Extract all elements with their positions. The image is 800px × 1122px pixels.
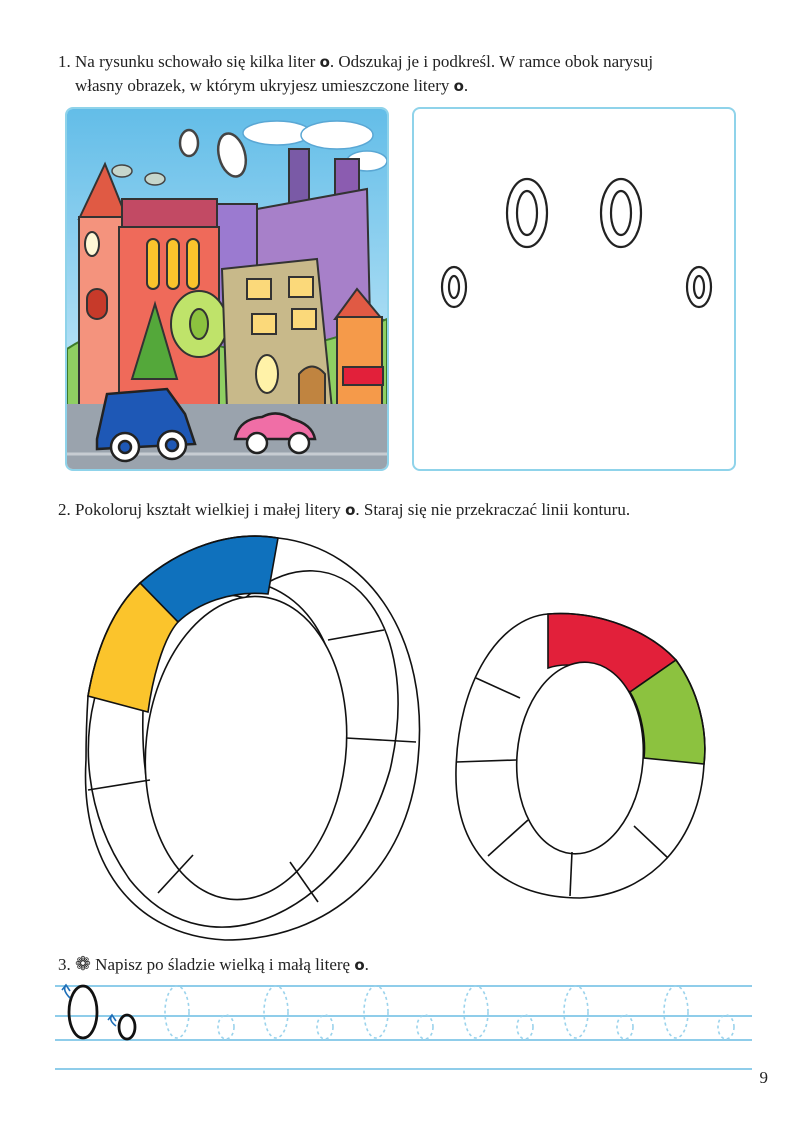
task-1-number: 1. — [58, 52, 71, 71]
task-2-text-a: Pokoloruj kształt wielkiej i małej litery — [75, 500, 341, 519]
task-1-text-b: . Odszukaj je i podkreśl. W ramce obok narysuj — [329, 52, 654, 71]
yellow-segment — [88, 583, 178, 712]
task-3-number: 3. — [58, 955, 71, 974]
task-3-text-a: Napisz po śladzie wielką i małą literę — [95, 955, 351, 974]
task-1-instruction — [58, 50, 653, 98]
task-1-letter-a: o — [319, 53, 330, 71]
apartment-building — [222, 259, 332, 409]
blue-segment — [140, 536, 278, 622]
task-2-letter: o — [345, 501, 356, 519]
task-2-text-b: . Staraj się nie przekraczać linii konturu. — [355, 500, 631, 519]
writing-lines — [55, 986, 752, 1069]
task-1-text-d: . — [463, 76, 469, 95]
trace-letters — [165, 986, 734, 1039]
city-picture — [67, 109, 387, 469]
task-2-number: 2. — [58, 500, 71, 519]
flower-icon: ❁ — [75, 953, 91, 975]
stroke-arrow-icon — [62, 985, 116, 1026]
small-letter-o — [456, 614, 705, 898]
model-letters — [69, 986, 135, 1039]
city-illustration — [65, 107, 389, 471]
big-letter-o — [86, 536, 420, 940]
task-1-text-a: Na rysunku schowało się kilka liter — [75, 52, 316, 71]
hidden-letter-inner — [449, 276, 459, 298]
green-segment — [630, 660, 705, 764]
task-3-letter: o — [354, 956, 365, 974]
task-1-letter-b: o — [453, 77, 464, 95]
task-1-text-c: własny obrazek, w którym ukryjesz umieszczone litery — [75, 76, 450, 95]
drawing-frame-letters — [414, 109, 734, 469]
task-1-line-1 — [58, 50, 653, 74]
hidden-letter-inner — [694, 276, 704, 298]
page-number: 9 — [759, 1068, 768, 1087]
drawing-frame[interactable] — [412, 107, 736, 471]
task-3-instruction — [58, 952, 369, 977]
task-2-instruction — [58, 498, 630, 522]
red-segment — [548, 614, 676, 692]
task-3-text-b: . — [364, 955, 369, 974]
hidden-letter-inner — [517, 191, 537, 235]
hidden-letter-inner — [611, 191, 631, 235]
task-1-line-2 — [58, 74, 653, 98]
